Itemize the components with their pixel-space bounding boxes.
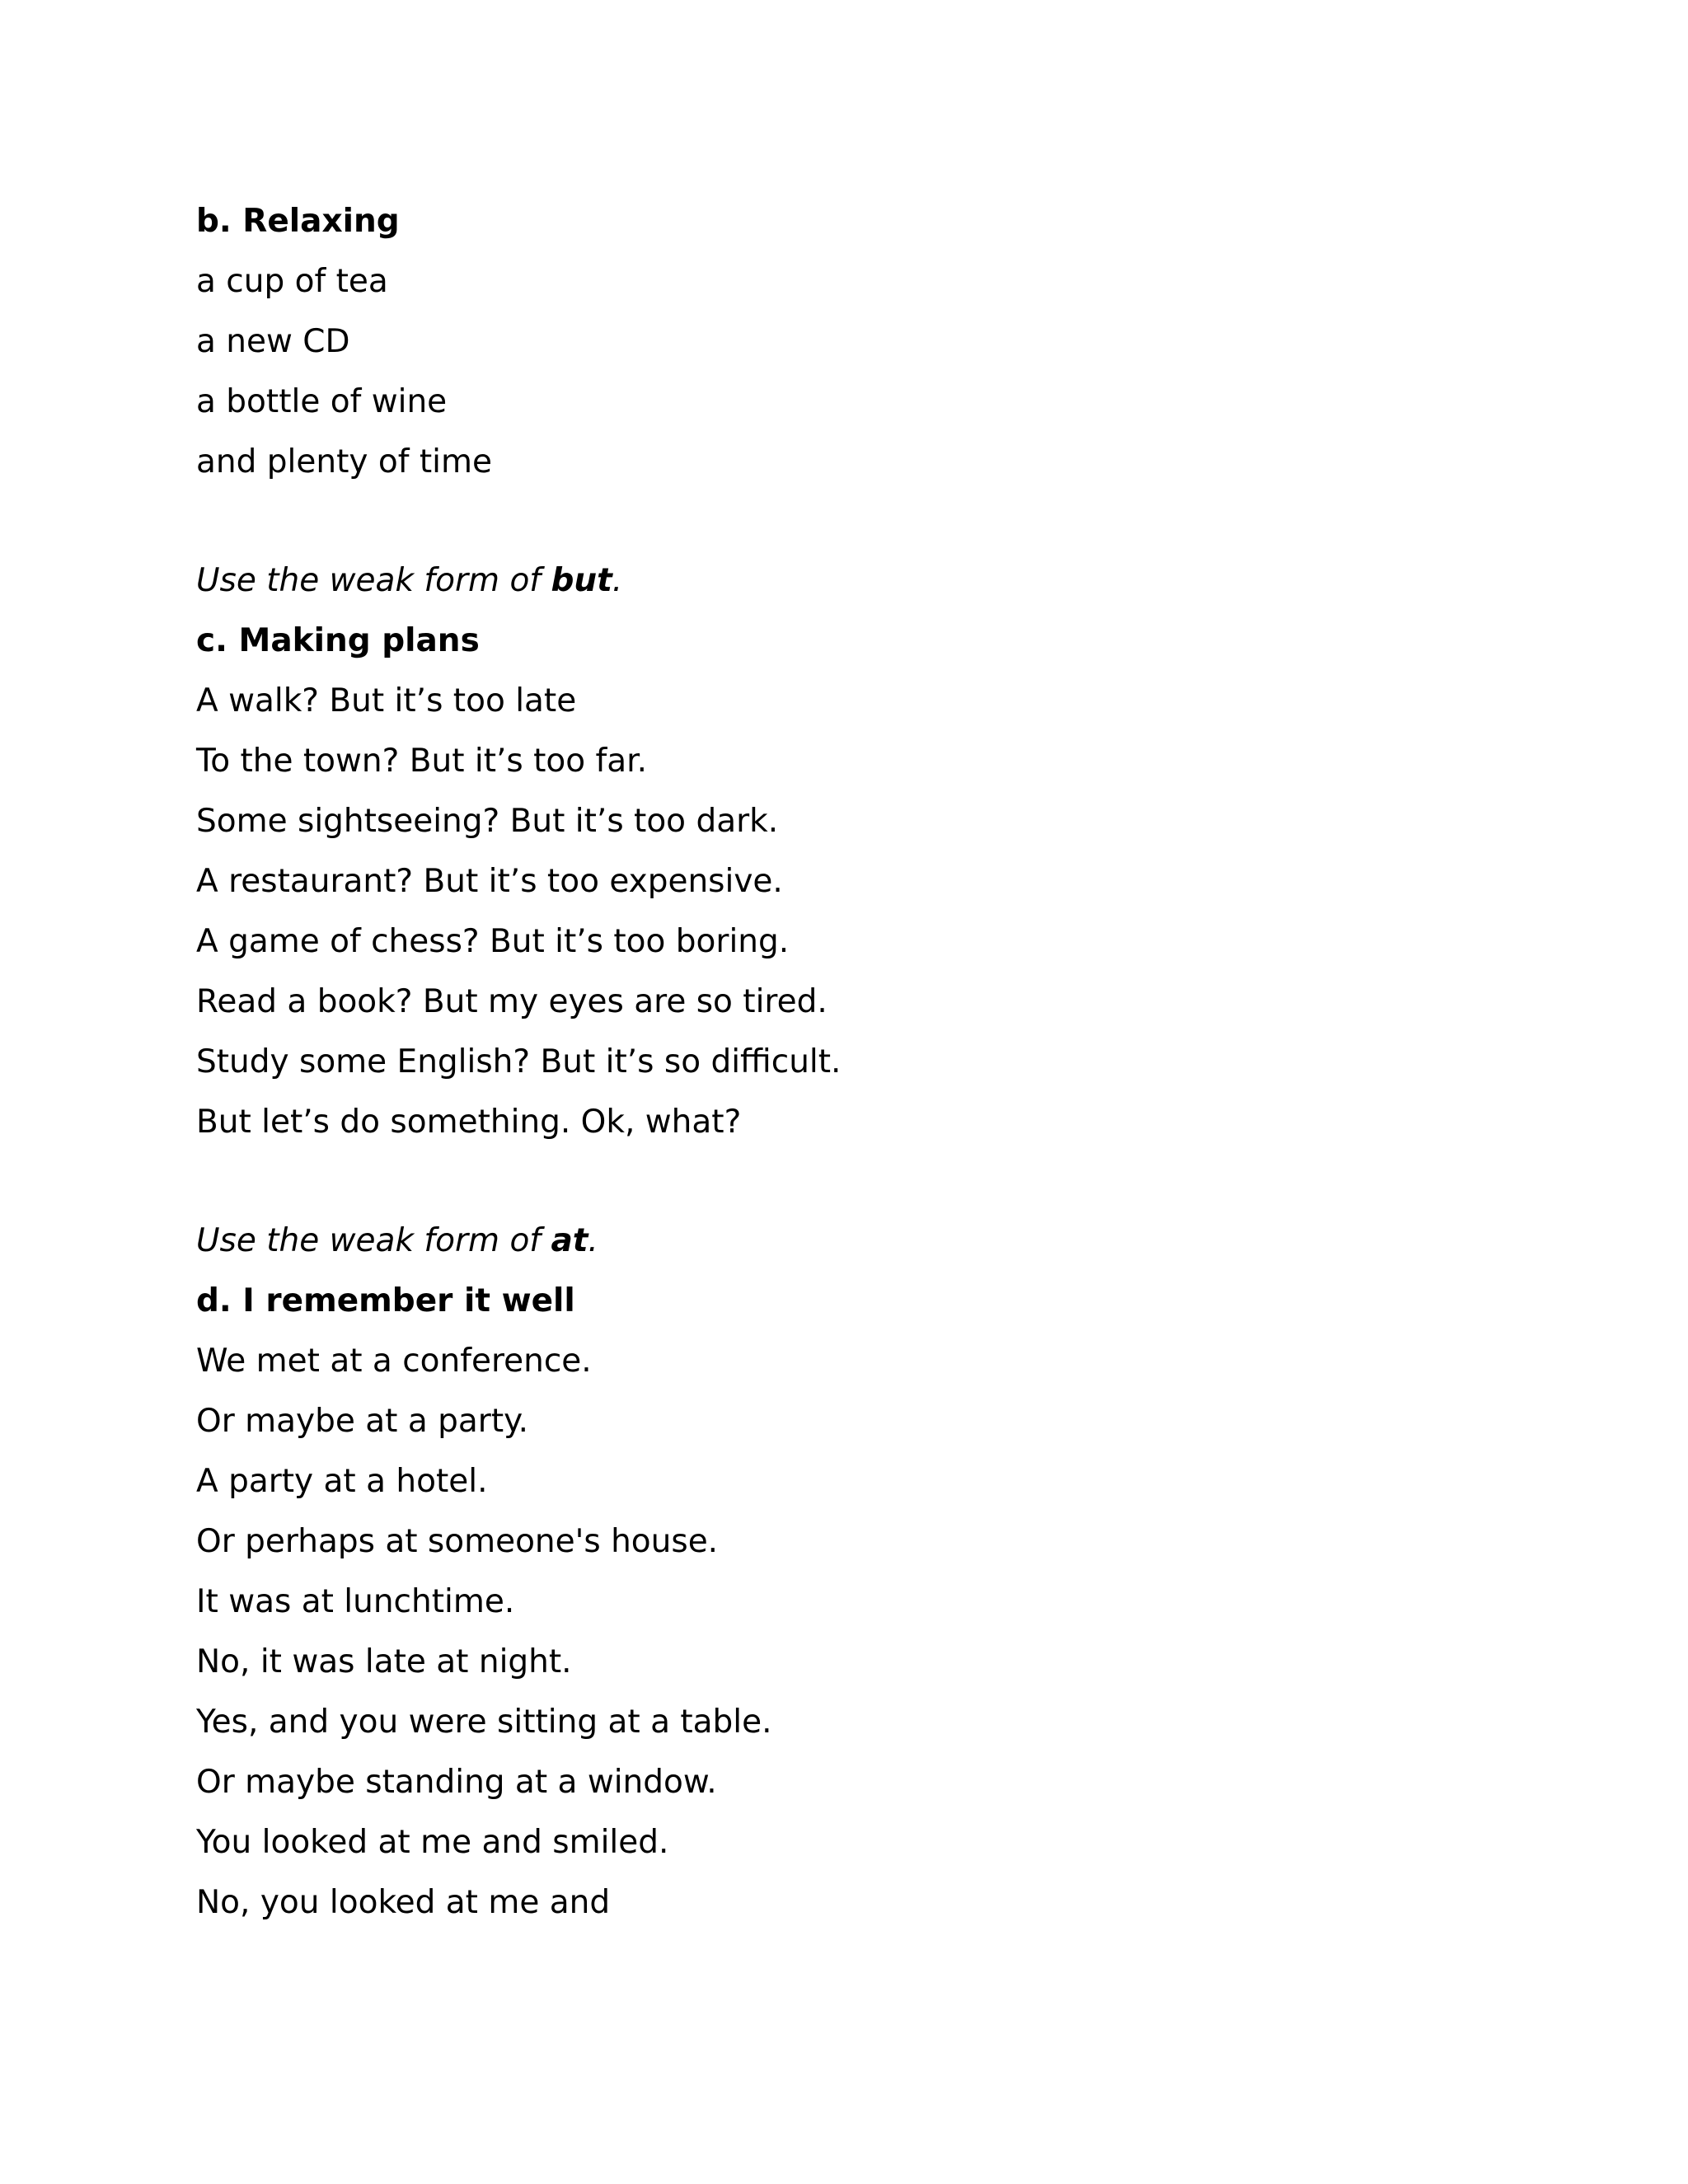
poem-line: Some sightseeing? But it’s too dark. <box>196 803 779 840</box>
instruction-suffix: . <box>588 1222 598 1259</box>
poem-line: No, it was late at night. <box>196 1643 572 1680</box>
poem-line: and plenty of time <box>196 443 492 480</box>
poem-line: You looked at me and smiled. <box>196 1824 669 1861</box>
poem-line: Study some English? But it’s so difficult. <box>196 1043 842 1080</box>
poem-line: A party at a hotel. <box>196 1463 488 1500</box>
section-heading: c. Making plans <box>196 622 480 659</box>
poem-line: a cup of tea <box>196 263 388 300</box>
instruction-text <box>196 1211 1515 1271</box>
instruction-suffix: . <box>612 562 623 599</box>
instruction-keyword: at <box>551 1222 588 1259</box>
poem-line: It was at lunchtime. <box>196 1583 515 1620</box>
poem-line: No, you looked at me and <box>196 1884 611 1921</box>
instruction-text <box>196 551 1515 611</box>
poem-line: Or maybe standing at a window. <box>196 1764 717 1801</box>
instruction-prefix: Use the weak form of <box>196 1222 551 1259</box>
poem-line: Read a book? But my eyes are so tired. <box>196 983 828 1020</box>
poem-line: a new CD <box>196 323 350 360</box>
poem-line: A walk? But it’s too late <box>196 682 577 719</box>
poem-line: We met at a conference. <box>196 1343 592 1380</box>
section-relaxing <box>196 191 1515 492</box>
section-heading: b. Relaxing <box>196 203 400 240</box>
section-heading: d. I remember it well <box>196 1282 575 1319</box>
instruction-prefix: Use the weak form of <box>196 562 551 599</box>
poem-line: A restaurant? But it’s too expensive. <box>196 863 783 900</box>
poem-line: Or perhaps at someone's house. <box>196 1523 719 1560</box>
poem-line: Yes, and you were sitting at a table. <box>196 1704 772 1741</box>
section-making-plans <box>196 551 1515 1152</box>
section-i-remember-it-well <box>196 1211 1515 1933</box>
poem-line: A game of chess? But it’s too boring. <box>196 923 790 960</box>
poem-line: But let’s do something. Ok, what? <box>196 1104 742 1141</box>
poem-line: Or maybe at a party. <box>196 1403 529 1440</box>
poem-line: To the town? But it’s too far. <box>196 743 648 780</box>
poem-line: a bottle of wine <box>196 383 448 420</box>
instruction-keyword: but <box>551 562 612 599</box>
